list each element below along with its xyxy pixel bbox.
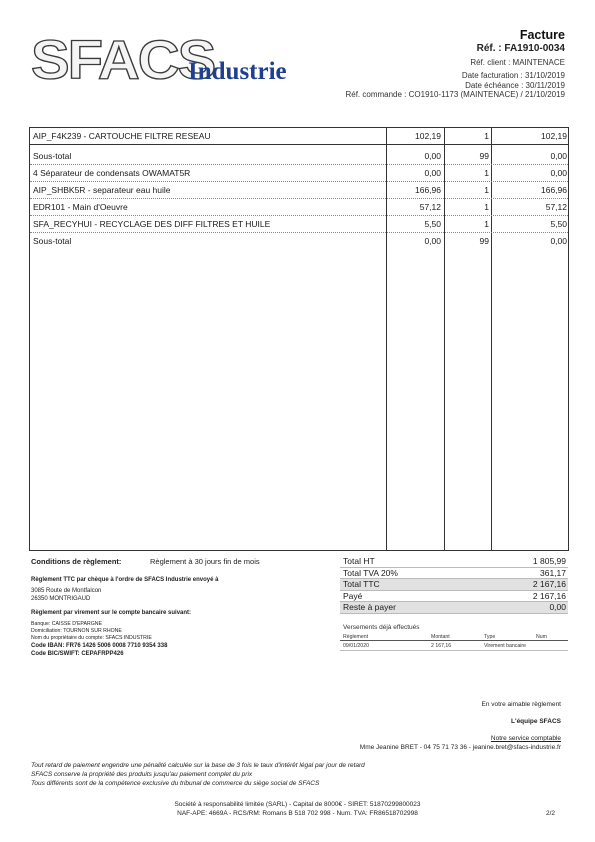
svg-text:Industrie: Industrie: [188, 58, 287, 85]
payment-row: [340, 641, 568, 651]
sfacs-logo-graphic: [31, 31, 321, 89]
payments-header-cell: Règlement: [343, 634, 369, 640]
line-designation: EDR101 - Main d'Oeuvre: [33, 202, 128, 212]
line-designation: AIP_SHBK5R - separateur eau huile: [33, 185, 171, 195]
bank-name: Banque: CAISSE D'EPARGNE: [31, 621, 102, 627]
account-owner: Nom du propriétaire du compte: SFACS INDUSTRIE: [31, 635, 152, 641]
cheque-address-line1: 3085 Route de Montfalcon: [31, 588, 102, 594]
line-unit-price: 57,12: [419, 202, 441, 212]
total-value: 2 167,16: [532, 590, 566, 601]
payments-header-row: [340, 633, 568, 641]
line-unit-price: 0,00: [424, 236, 441, 246]
footer-line1: Société à responsabilité limitée (SARL) - Capital de 8000€ - SIRET: 51870299800023: [174, 801, 421, 808]
total-label: Total TVA 20%: [343, 567, 398, 578]
due-date: Date échéance : 30/11/2019: [465, 81, 565, 90]
page-number: 2/2: [545, 810, 555, 817]
table-row: [30, 128, 568, 145]
line-total: 0,00: [550, 151, 567, 161]
remaining-row: [340, 602, 568, 614]
total-tva-row: [340, 568, 568, 580]
table-row: [30, 199, 568, 216]
line-total: 0,00: [550, 236, 567, 246]
client-reference: Réf. client : MAINTENACE: [470, 58, 565, 67]
line-unit-price: 102,19: [415, 131, 441, 141]
payments-header-cell: Type: [484, 634, 496, 640]
total-value: 0,00: [549, 602, 566, 612]
iban-code: Code IBAN: FR76 1426 5006 0008 7710 9354 338: [31, 643, 168, 649]
table-row: [30, 182, 568, 199]
total-value: 361,17: [540, 567, 566, 578]
legal-note: SFACS conserve la propriété des produits jusqu'au paiement complet du prix: [31, 771, 253, 778]
line-designation: Sous-total: [33, 151, 72, 161]
conditions-value: Règlement à 30 jours fin de mois: [150, 557, 260, 566]
payment-cell: 09/01/2020: [343, 643, 369, 649]
payments-title: Versements déjà effectués: [343, 624, 420, 631]
paid-row: [340, 591, 568, 603]
cheque-address-line2: 26350 MONTRIGAUD: [31, 596, 91, 602]
legal-note: Tous différents sont de la compétence exclusive du tribunal de commerce du siège social de SFACS: [31, 780, 320, 787]
total-label: Payé: [343, 590, 363, 601]
company-logo: [31, 31, 321, 89]
line-total: 0,00: [550, 168, 567, 178]
total-ht-row: [340, 556, 568, 568]
company-footer: [0, 800, 595, 818]
line-designation: Sous-total: [33, 236, 72, 246]
table-row: [30, 148, 568, 165]
line-quantity: 1: [484, 219, 489, 229]
footer-line2: NAF-APE: 4669A - RCS/RM: Romans B 518 702 998 - Num. TVA: FR86518702998: [177, 810, 418, 817]
table-row: [30, 165, 568, 182]
order-reference: Réf. commande : CO1910-1173 (MAINTENACE) / 21/10/2019: [345, 90, 565, 99]
payments-table: [340, 633, 568, 651]
bank-domiciliation: Domiciliation: TOURNON SUR RHONE: [31, 628, 122, 634]
line-designation: SFA_RECYHUI - RECYCLAGE DES DIFF FILTRES ET HUILE: [33, 219, 271, 229]
line-total: 57,12: [545, 202, 567, 212]
payment-cell: Virement bancaire: [484, 643, 527, 649]
total-ttc-row: [340, 579, 568, 591]
legal-note: Tout retard de paiement engendre une pénalité calculée sur la base de 3 fois le taux d'intérêt légal par jour de retard: [31, 762, 365, 769]
total-value: 2 167,16: [532, 579, 566, 589]
line-quantity: 1: [484, 168, 489, 178]
invoice-date: Date facturation : 31/10/2019: [461, 71, 565, 80]
legal-notes: [31, 761, 365, 788]
contact-line: Mme Jeanine BRET - 04 75 71 73 36 - jeanine.bret@sfacs-industrie.fr: [359, 744, 561, 751]
payment-cell: 2 167,16: [431, 643, 452, 649]
totals-table: [340, 556, 568, 614]
payment-conditions: [31, 558, 331, 658]
closing-greeting: En votre aimable règlement: [481, 701, 561, 708]
payments-header-cell: Num: [536, 634, 547, 640]
line-designation: AIP_F4K239 - CARTOUCHE FILTRE RESEAU: [33, 131, 211, 141]
line-unit-price: 5,50: [424, 219, 441, 229]
total-label: Total HT: [343, 556, 375, 566]
conditions-label: Conditions de règlement:: [31, 557, 122, 566]
line-designation: 4 Séparateur de condensats OWAMAT5R: [33, 168, 191, 178]
document-title: Facture: [519, 28, 565, 42]
accounting-service: Notre service comptable: [490, 735, 561, 742]
line-unit-price: 0,00: [424, 168, 441, 178]
cheque-title: Règlement TTC par chèque à l'ordre de SFACS Industrie envoyé à: [31, 577, 219, 583]
table-row: [30, 233, 568, 250]
invoice-header: [462, 28, 565, 91]
table-row: [30, 216, 568, 233]
svg-text:SFACS: SFACS: [31, 31, 215, 89]
payments-header-cell: Montant: [431, 634, 450, 640]
line-quantity: 99: [479, 151, 489, 161]
line-total: 5,50: [550, 219, 567, 229]
line-quantity: 1: [484, 131, 489, 141]
line-total: 166,96: [541, 185, 567, 195]
bic-code: Code BIC/SWIFT: CEPAFRPP426: [31, 651, 124, 657]
total-label: Total TTC: [343, 579, 380, 589]
line-quantity: 99: [479, 236, 489, 246]
line-quantity: 1: [484, 202, 489, 212]
transfer-title: Règlement par virement sur le compte bancaire suivant:: [31, 610, 192, 616]
line-quantity: 1: [484, 185, 489, 195]
team-signature: L'équipe SFACS: [511, 718, 561, 725]
total-value: 1 805,99: [532, 556, 566, 566]
line-unit-price: 0,00: [424, 151, 441, 161]
total-label: Reste à payer: [343, 602, 396, 612]
invoice-lines-table: [29, 127, 569, 551]
line-total: 102,19: [541, 131, 567, 141]
line-unit-price: 166,96: [415, 185, 441, 195]
invoice-reference: Réf. : FA1910-0034: [476, 43, 565, 54]
